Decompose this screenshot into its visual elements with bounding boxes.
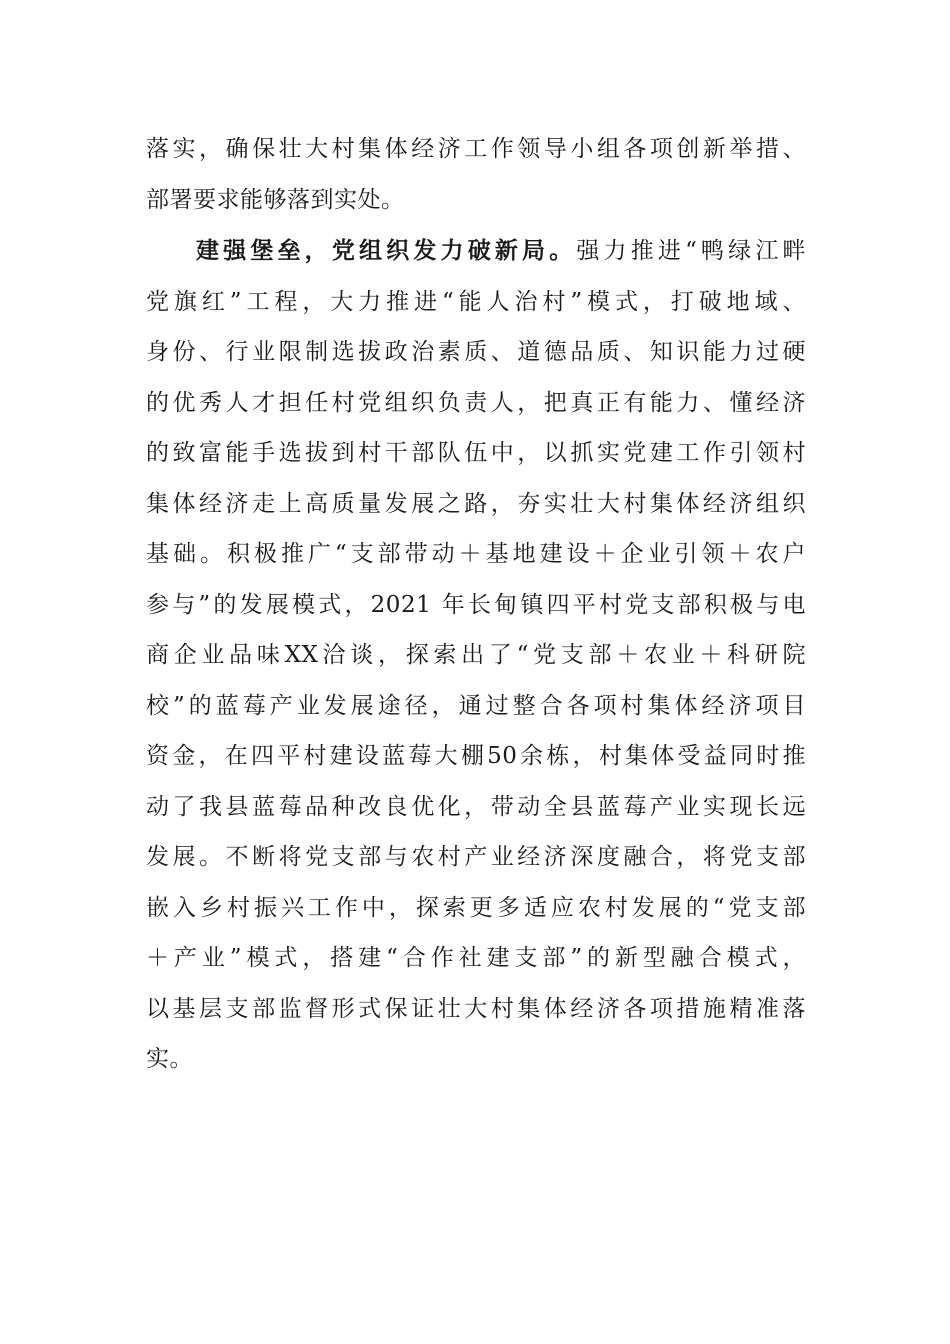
paragraph-2-line-5: 的致富能手选拔到村干部队伍中，以抓实党建工作引领村	[146, 440, 806, 466]
paragraph-2-line-10: 校”的蓝莓产业发展途径，通过整合各项村集体经济项目	[146, 692, 806, 719]
paragraph-2-line-8: 参与”的发展模式，2021 年长甸镇四平村党支部积极与电	[146, 591, 806, 618]
paragraph-2-line-2: 党旗红”工程，大力推进“能人治村”模式，打破地域、	[146, 288, 806, 315]
paragraph-1-line-1: 落实，确保壮大村集体经济工作领导小组各项创新举措、	[146, 136, 806, 162]
paragraph-2-line-16: 以基层支部监督形式保证壮大村集体经济各项措施精准落	[146, 995, 806, 1022]
paragraph-2-line-1	[146, 226, 806, 277]
paragraph-2-first-line-text: 强力推进“鸭绿江畔	[576, 238, 807, 264]
paragraph-2-line-4: 的优秀人才担任村党组织负责人，把真正有能力、懂经济	[146, 389, 806, 416]
paragraph-2-line-9: 商企业品味XX洽谈，探索出了“党支部＋农业＋科研院	[146, 642, 806, 668]
paragraph-2-line-13: 发展。不断将党支部与农村产业经济深度融合，将党支部	[146, 844, 806, 870]
paragraph-2	[146, 226, 806, 1085]
paragraph-2-line-3: 身份、行业限制选拔政治素质、道德品质、知识能力过硬	[146, 339, 806, 365]
paragraph-2-heading: 建强堡垒，党组织发力破新局。	[196, 238, 577, 264]
paragraph-2-line-12: 动了我县蓝莓品种改良优化，带动全县蓝莓产业实现长远	[146, 793, 806, 820]
paragraph-2-line-15: ＋产业”模式，搭建“合作社建支部”的新型融合模式，	[146, 945, 806, 971]
paragraph-1	[146, 124, 806, 225]
paragraph-2-line-17: 实。	[146, 1046, 193, 1072]
paragraph-2-line-7: 基础。积极推广“支部带动＋基地建设＋企业引领＋农户	[146, 541, 806, 567]
paragraph-2-line-14: 嵌入乡村振兴工作中，探索更多适应农村发展的“党支部	[146, 894, 806, 921]
paragraph-2-line-11: 资金，在四平村建设蓝莓大棚50余栋，村集体受益同时推	[146, 743, 806, 769]
paragraph-1-line-2: 部署要求能够落到实处。	[146, 186, 405, 213]
paragraph-2-line-6: 集体经济走上高质量发展之路，夯实壮大村集体经济组织	[146, 490, 806, 517]
